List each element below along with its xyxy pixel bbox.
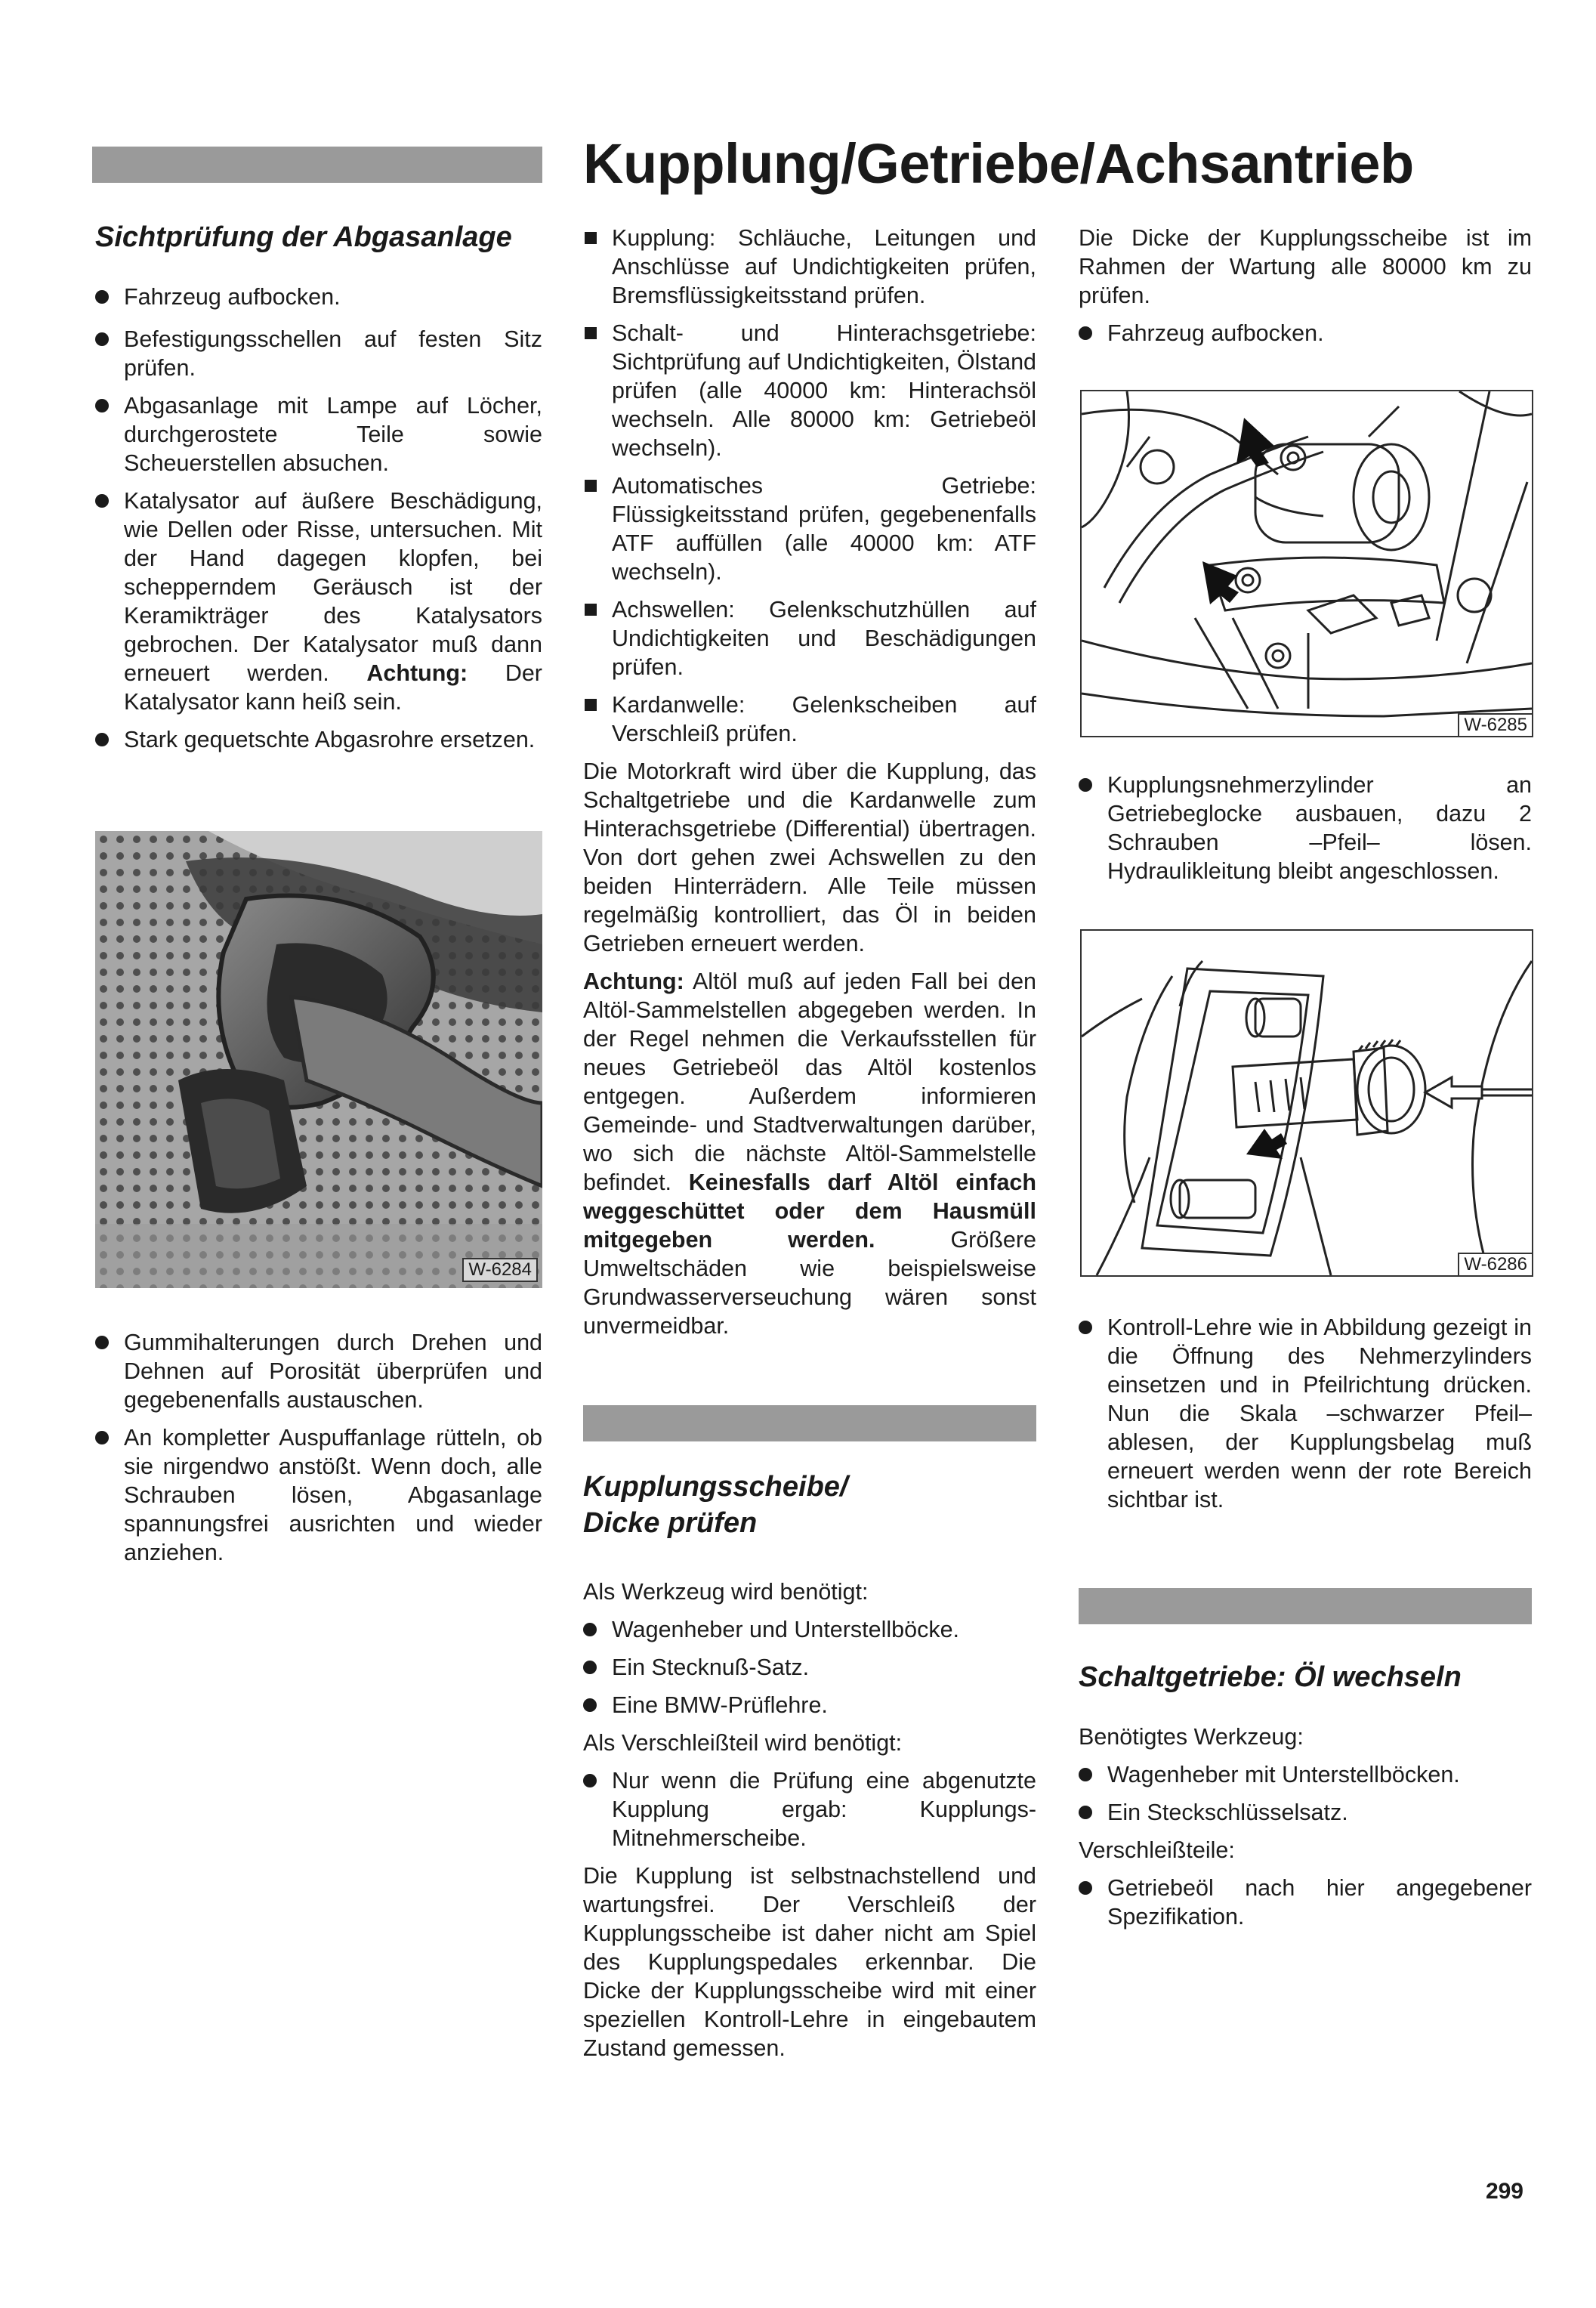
heading-schaltgetriebe: Schaltgetriebe: Öl wechseln: [1079, 1661, 1462, 1693]
arrow-icon: [1425, 1077, 1482, 1108]
page-number: 299: [1485, 2179, 1523, 2204]
bullet-icon: [583, 1661, 597, 1674]
bullet-icon: [1079, 1881, 1092, 1895]
square-bullet-icon: [585, 480, 597, 492]
page-title: Kupplung/Getriebe/Achsantrieb: [583, 132, 1414, 195]
exhaust-photo-image: [95, 831, 542, 1288]
list-item: Kupplungsnehmerzylinder an Getriebeglocke ausbauen, dazu 2 Schrauben –Pfeil– lösen. Hydraulikleitung bleibt angeschlossen.: [1079, 771, 1532, 885]
paragraph-motorkraft: Die Motorkraft wird über die Kupplung, das Schaltgetriebe und die Kardanwelle zum Hinterachsgetriebe (Differential) übertragen. Von dort gehen zwei Achswellen zu den beiden Hinterrädern. Alle Teile müssen regelmäßig kontrolliert, das Öl in beiden Getrieben erneuert werden.: [583, 759, 1036, 956]
col2-lower: [583, 1577, 1036, 2072]
col2-upper: [583, 224, 1036, 1349]
bullet-icon: [1079, 1321, 1092, 1334]
square-bullet-icon: [585, 327, 597, 339]
bullet-icon: [95, 733, 109, 746]
arrow-icon: [1236, 418, 1274, 467]
bullet-icon: [95, 1431, 109, 1444]
section-bar-kupplungsscheibe: [583, 1405, 1036, 1441]
heading-kupplungsscheibe: Kupplungsscheibe/ Dicke prüfen: [583, 1471, 848, 1539]
bullet-icon: [95, 1336, 109, 1349]
list-item: Kupplung: Schläuche, Leitungen und Anschlüsse auf Undichtigkeiten prüfen, Bremsflüssigkeitsstand prüfen.: [583, 224, 1036, 310]
paragraph-achtung-altoel: Achtung: Altöl muß auf jeden Fall bei den Altöl-Sammelstellen abgegeben werden. In der Regel nehmen die Verkaufsstellen für neues Getriebeöl das Altöl kostenlos entgegen. Außerdem informieren Gemeinde- und Stadtverwaltungen darüber, wo sich die nächste Altöl-Sammelstelle befindet. Keinesfalls darf Altöl einfach weggeschüttet oder dem Hausmüll mitgegeben werden. Größere Umweltschäden wie beispielsweise Grundwasserverseuchung wären sonst unvermeidbar.: [583, 969, 1036, 1339]
tools-intro: Benötigtes Werkzeug:: [1079, 1724, 1304, 1750]
list-item: Abgasanlage mit Lampe auf Löcher, durchgerostete Teile sowie Scheuerstellen absuchen.: [95, 391, 542, 477]
bullet-icon: [583, 1774, 597, 1787]
figure-label: W-6284: [462, 1258, 538, 1282]
col3-upper: [1079, 224, 1532, 357]
bullet-icon: [95, 399, 109, 412]
col1-list: [95, 283, 542, 763]
list-item: Nur wenn die Prüfung eine abgenutzte Kupplung ergab: Kupplungs-Mitnehmerscheibe.: [583, 1766, 1036, 1852]
col3-mid: [1079, 771, 1532, 894]
figure-label: W-6286: [1458, 1253, 1533, 1277]
section-bar-schaltgetriebe: [1079, 1588, 1532, 1624]
col3-tools: [1079, 1723, 1532, 1940]
list-item: Gummihalterungen durch Drehen und Dehnen auf Porosität überprüfen und gegebenenfalls austauschen.: [95, 1328, 542, 1414]
list-item-katalysator: Katalysator auf äußere Beschädigung, wie Dellen oder Risse, untersuchen. Mit der Hand dagegen klopfen, bei schepperndem Geräusch ist der Keramikträger des Katalysators gebrochen. Der Katalysator muß dann erneuert werden. Achtung: Der Katalysator kann heiß sein.: [95, 487, 542, 716]
wear-intro: Verschleißteile:: [1079, 1837, 1235, 1863]
list-item: Getriebeöl nach hier angegebener Spezifikation.: [1079, 1874, 1532, 1931]
paragraph-selbstnachstellend: Die Kupplung ist selbstnachstellend und wartungsfrei. Der Verschleiß der Kupplungsscheibe ist daher nicht am Spiel des Kupplungspedales erkennbar. Die Dicke der Kupplungsscheibe wird mit einer speziellen Kontroll-Lehre in eingebautem Zustand gemessen.: [583, 1863, 1036, 2061]
list-item: Achswellen: Gelenkschutzhüllen auf Undichtigkeiten und Beschädigungen prüfen.: [583, 595, 1036, 681]
square-bullet-icon: [585, 699, 597, 711]
list-item: Befestigungsschellen auf festen Sitz prüfen.: [95, 325, 542, 382]
exhaust-photo: [95, 831, 542, 1288]
bullet-icon: [1079, 1806, 1092, 1819]
pointer-arrows: [1082, 931, 1532, 1275]
list-item: Schalt- und Hinterachsgetriebe: Sichtprüfung auf Undichtigkeiten, Ölstand prüfen (alle 40000 km: Hinterachsöl wechseln. Alle 80000 km: Getriebeöl wechseln).: [583, 319, 1036, 462]
list-item: Wagenheber mit Unterstellböcken.: [1079, 1760, 1532, 1789]
bullet-icon: [1079, 326, 1092, 340]
square-bullet-icon: [585, 232, 597, 244]
list-item: Stark gequetschte Abgasrohre ersetzen.: [95, 725, 542, 754]
list-item: Automatisches Getriebe: Flüssigkeitsstand prüfen, gegebenenfalls ATF auffüllen (alle 40000 km: ATF wechseln).: [583, 471, 1036, 586]
list-item: Ein Steckschlüsselsatz.: [1079, 1798, 1532, 1827]
arrow-icon: [1202, 561, 1239, 604]
bullet-icon: [95, 494, 109, 508]
tools-intro: Als Werkzeug wird benötigt:: [583, 1579, 869, 1605]
list-item: Fahrzeug aufbocken.: [1079, 319, 1532, 348]
list-item: Wagenheber und Unterstellböcke.: [583, 1615, 1036, 1644]
figure-nehmerzylinder: [1080, 390, 1533, 737]
bullet-icon: [95, 290, 109, 304]
list-item: Ein Stecknuß-Satz.: [583, 1653, 1036, 1682]
heading-abgasanlage: Sichtprüfung der Abgasanlage: [95, 221, 512, 253]
list-item: Fahrzeug aufbocken.: [95, 283, 542, 311]
bullet-icon: [1079, 1768, 1092, 1781]
bullet-icon: [583, 1623, 597, 1636]
bullet-icon: [95, 332, 109, 346]
list-item: An kompletter Auspuffanlage rütteln, ob sie nirgendwo anstößt. Wenn doch, alle Schrauben lösen, Abgasanlage spannungsfrei ausrichten und wieder anziehen.: [95, 1423, 542, 1567]
list-item: Eine BMW-Prüflehre.: [583, 1691, 1036, 1719]
header-bar-left: [92, 147, 542, 183]
col3-lower: [1079, 1313, 1532, 1523]
pointer-arrows: [1082, 391, 1532, 736]
bullet-icon: [1079, 778, 1092, 792]
figure-label: W-6285: [1458, 713, 1533, 737]
figure-kontroll-lehre: [1080, 929, 1533, 1277]
list-item: Kontroll-Lehre wie in Abbildung gezeigt in die Öffnung des Nehmerzylinders einsetzen und in Pfeilrichtung drücken. Nun die Skala –schwarzer Pfeil– ablesen, der Kupplungsbelag muß erneuert werden wenn der rote Bereich sichtbar ist.: [1079, 1313, 1532, 1514]
col1-list-after: [95, 1328, 542, 1576]
square-bullet-icon: [585, 604, 597, 616]
bullet-icon: [583, 1698, 597, 1712]
list-item: Kardanwelle: Gelenkscheiben auf Verschleiß prüfen.: [583, 691, 1036, 748]
arrow-icon: [1246, 1129, 1287, 1159]
wear-intro: Als Verschleißteil wird benötigt:: [583, 1730, 903, 1756]
intro-paragraph: Die Dicke der Kupplungsscheibe ist im Rahmen der Wartung alle 80000 km zu prüfen.: [1079, 225, 1532, 308]
